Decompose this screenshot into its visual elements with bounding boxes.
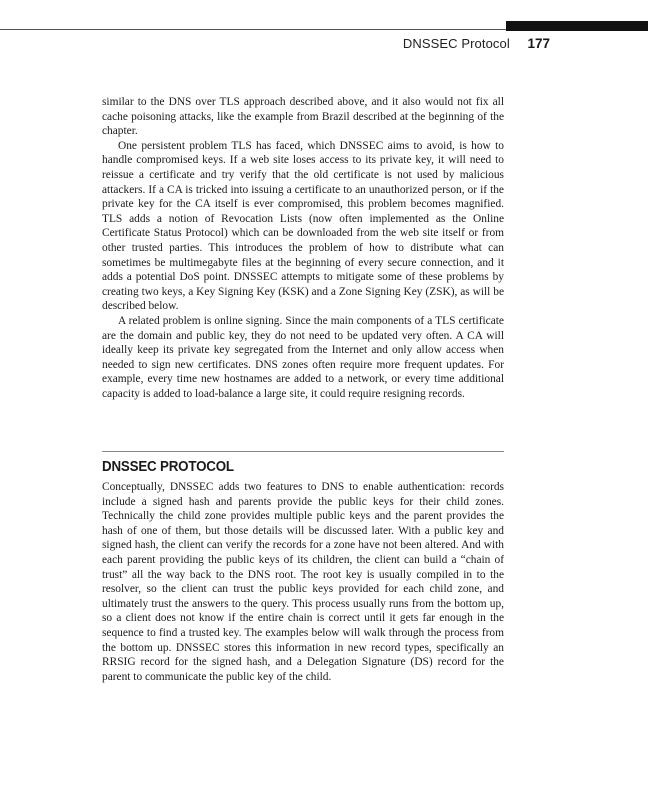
page-number: 177 — [527, 36, 550, 51]
running-header-section-title: DNSSEC Protocol — [402, 36, 510, 51]
section-divider — [102, 451, 504, 452]
section-heading: DNSSEC PROTOCOL — [102, 459, 234, 475]
header-tab-bar — [506, 21, 648, 31]
paragraph-compromised-keys: One persistent problem TLS has faced, which DNSSEC aims to avoid, is how to handle compromised keys. If a web site loses access to its private key, it will need to reissue a certificate and try verify that the old certificate is not used by malicious attackers. If a CA is tricked into issuing a certificate to an unauthorized person, or if the private key for the CA itself is ever compromised, this problem becomes magnified. TLS adds a notion of Revocation Lists (now often implemented as the Online Certificate Status Protocol) which can be downloaded from the web site itself or from other trusted parties. This introduces the problem of how to distribute what can sometimes be multimegabyte files at the beginning of every secure connection, and it adds a potential DoS point. DNSSEC attempts to mitigate some of these problems by creating two keys, a Key Signing Key (KSK) and a Zone Signing Key (ZSK), as will be described below. — [102, 139, 504, 313]
running-header — [403, 36, 550, 52]
paragraph-continuation: similar to the DNS over TLS approach described above, and it also would not fix all cache poisoning attacks, like the example from Brazil described at the beginning of the chapter. — [102, 96, 504, 138]
body-text-top — [102, 95, 504, 401]
paragraph-online-signing: A related problem is online signing. Since the main components of a TLS certificate are the domain and public key, they do not need to be updated very often. A CA will ideally keep its private key segregated from the Internet and only allow access when needed to sign new certificates. DNS zones often require more frequent updates. For example, every time new hostnames are added to a network, or every time additional capacity is added to load-balance a large site, it could require resigning records. — [102, 314, 504, 400]
body-text-section — [102, 480, 504, 684]
paragraph-dnssec-overview: Conceptually, DNSSEC adds two features to DNS to enable authentication: records include a signed hash and parents provide the public keys for their child zones. Technically the child zone provides multiple public keys and the parent provides the hash of one of them, but those details will be discussed later. With a public key and signed hash, the client can verify the records for a zone have not been altered. And with each parent providing the public keys of its children, the client can build a “chain of trust” all the way back to the DNS root. The root key is usually compiled in to the resolver, so the client can trust the public keys provided for each child zone, and ultimately trust the answers to the query. This process usually runs from the bottom up, so a client does not know if the entire chain is correct until it gets far enough in the sequence to find a trusted key. The examples below will walk through the process from the bottom up. DNSSEC stores this information in new record types, specifically an RRSIG record for the signed hash, and a Delegation Signature (DS) record for the parent to communicate the public key of the child. — [102, 481, 504, 683]
